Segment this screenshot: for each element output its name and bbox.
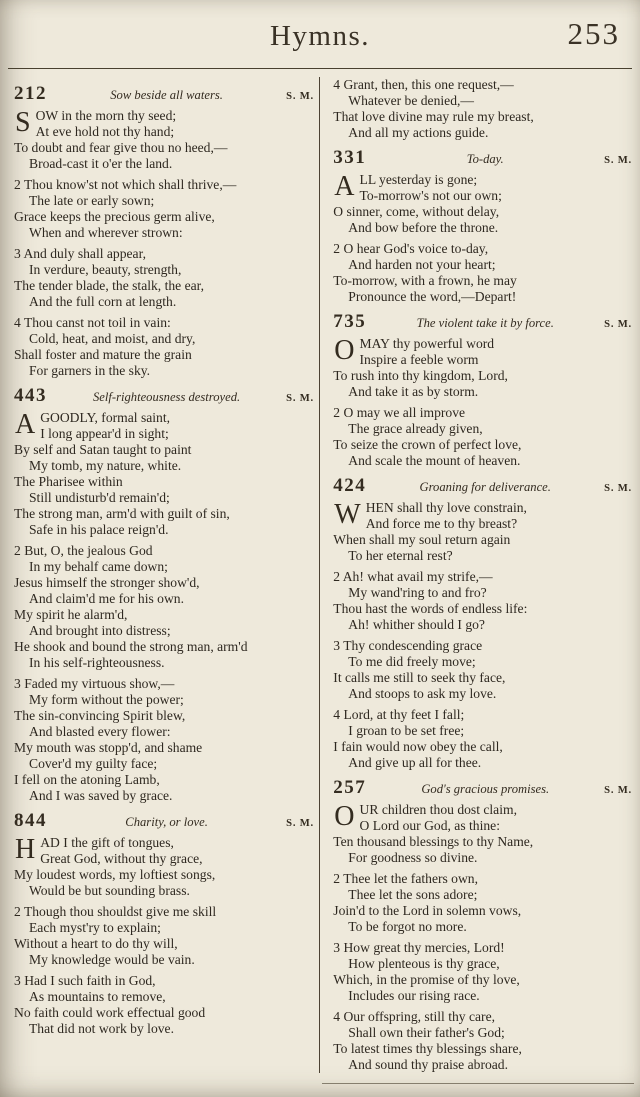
stanza [333,638,632,702]
verse-line: That did not work by love. [29,1021,174,1036]
hymn-title: Self-righteousness destroyed. [93,390,241,404]
verse-line: The Pharisee within [14,474,123,489]
verse-line: In my behalf came down; [29,559,168,574]
stanza [333,241,632,305]
verse-line: And scale the mount of heaven. [348,453,521,468]
left-column [14,77,314,1073]
verse-line: No faith could work effectual good [14,1005,206,1020]
verse-line: And force me to thy breast? [365,516,518,531]
verse-line: 2 O may we all improve [333,405,466,420]
right-column [320,77,632,1073]
stanza [14,676,314,804]
verse-line: Jesus himself the stronger show'd, [14,575,200,590]
hymn-title: Groaning for deliverance. [419,480,551,494]
verse-line: And all my actions guide. [348,125,489,140]
verse-line: To seize the crown of perfect love, [333,437,522,452]
verse-line: 2 Ah! what avail my strife,— [333,569,493,584]
verse-line: 2 O hear God's voice to-day, [333,241,489,256]
hymn-header [333,475,632,497]
hymn-meter: S. M. [604,319,632,330]
stanza [14,246,314,310]
verse-line: Ten thousand blessings to thy Name, [333,834,534,849]
stanza [14,177,314,241]
stanza [14,904,314,968]
stanza [14,973,314,1037]
verse-line: To her eternal rest? [348,548,453,563]
stanza [14,410,314,538]
verse-line: GOODLY, formal saint, [40,410,171,425]
stanza [333,569,632,633]
stanza [333,940,632,1004]
verse-line: Cover'd my guilty face; [29,756,158,771]
verse-line: The sin-convincing Spirit blew, [14,708,186,723]
stanza [333,871,632,935]
drop-cap-initial: A [15,409,36,440]
drop-cap-initial: O [334,801,355,832]
verse-line: 3 Had I such faith in God, [14,973,156,988]
columns-container [0,69,640,1073]
verse-line: Would be but sounding brass. [29,883,190,898]
verse-line: And sound thy praise abroad. [348,1057,508,1072]
stanza [333,500,632,564]
verse-line: My form without the power; [29,692,184,707]
hymn-header [333,777,632,799]
stanza [14,543,314,671]
verse-line: In his self-righteousness. [29,655,165,670]
hymn-header [333,311,632,333]
verse-line: And I was saved by grace. [29,788,173,803]
hymn-number: 424 [333,475,367,496]
verse-line: It calls me still to seek thy face, [333,670,506,685]
verse-line: 2 But, O, the jealous God [14,543,153,558]
verse-line: 3 How great thy mercies, Lord! [333,940,505,955]
verse-line: And bow before the throne. [348,220,499,235]
verse-line: My wand'ring to and fro? [348,585,487,600]
verse-line: The grace already given, [348,421,483,436]
verse-line: By self and Satan taught to paint [14,442,192,457]
verse-line: And brought into distress; [29,623,171,638]
verse-line: To-morrow's not our own; [359,188,502,203]
bottom-rule [322,1083,634,1084]
verse-line: My loudest words, my loftiest songs, [14,867,216,882]
verse-line: My mouth was stopp'd, and shame [14,740,203,755]
hymn-number: 257 [333,777,367,798]
hymn-number: 212 [14,83,47,104]
verse-line: 2 Thou know'st not which shall thrive,— [14,177,237,192]
stanza [333,802,632,866]
verse-line: To be forgot no more. [348,919,467,934]
stanza [333,707,632,771]
verse-line: 3 Thy condescending grace [333,638,483,653]
verse-line: Great God, without thy grace, [40,851,203,866]
verse-line: Still undisturb'd remain'd; [29,490,170,505]
verse-line: Whatever be denied,— [348,93,474,108]
verse-line: That love divine may rule my breast, [333,109,534,124]
verse-line: The strong man, arm'd with guilt of sin, [14,506,230,521]
verse-line: Shall foster and mature the grain [14,347,192,362]
verse-line: I fell on the atoning Lamb, [14,772,160,787]
hymn-meter: S. M. [286,818,314,829]
verse-line: And harden not your heart; [348,257,496,272]
hymn-number: 735 [333,311,367,332]
verse-line: My knowledge would be vain. [29,952,195,967]
verse-line: Ah! whither should I go? [348,617,485,632]
verse-line: The tender blade, the stalk, the ear, [14,278,205,293]
verse-line: Thou hast the words of endless life: [333,601,528,616]
stanza [333,405,632,469]
verse-line: At eve hold not thy hand; [35,124,175,139]
verse-line: And take it as by storm. [348,384,479,399]
verse-line: Join'd to the Lord in solemn vows, [333,903,522,918]
verse-line: 2 Though thou shouldst give me skill [14,904,217,919]
stanza [333,336,632,400]
verse-line: Safe in his palace reign'd. [29,522,169,537]
verse-line: And stoops to ask my love. [348,686,497,701]
continuation-stanza [333,77,632,141]
verse-line: For goodness so divine. [348,850,478,865]
verse-line: Includes our rising race. [348,988,480,1003]
verse-line: Without a heart to do thy will, [14,936,178,951]
verse-line: When shall my soul return again [333,532,511,547]
hymn-title: Sow beside all waters. [110,88,223,102]
stanza [333,1009,632,1073]
hymn-meter: S. M. [604,155,632,166]
verse-line: To-morrow, with a frown, he may [333,273,517,288]
page-header [0,0,640,68]
verse-line: HEN shall thy love constrain, [365,500,527,515]
verse-line: 4 Thou canst not toil in vain: [14,315,171,330]
stanza [333,172,632,236]
verse-line: My tomb, my nature, white. [29,458,182,473]
verse-line: To rush into thy kingdom, Lord, [333,368,508,383]
verse-line: For garners in the sky. [29,363,151,378]
stanza [14,835,314,899]
verse-line: 4 Grant, then, this one request,— [333,77,514,92]
verse-line: Pronounce the word,—Depart! [348,289,517,304]
verse-line: And claim'd me for his own. [29,591,184,606]
verse-line: 2 Thee let the fathers own, [333,871,478,886]
verse-line: And the full corn at length. [29,294,177,309]
verse-line: 4 Our offspring, still thy care, [333,1009,496,1024]
verse-line: 4 Lord, at thy feet I fall; [333,707,465,722]
hymn-title: The violent take it by force. [416,316,554,330]
drop-cap-initial: A [334,171,355,202]
verse-line: To me did freely move; [348,654,476,669]
verse-line: I fain would now obey the call, [333,739,503,754]
hymn-header [14,810,314,832]
hymn-title: God's gracious promises. [421,782,550,796]
verse-line: 3 And duly shall appear, [14,246,146,261]
verse-line: Grace keeps the precious germ alive, [14,209,215,224]
verse-line: The late or early sown; [29,193,155,208]
verse-line: To doubt and fear give thou no heed,— [14,140,228,155]
hymn-meter: S. M. [604,785,632,796]
hymn-number: 331 [333,147,367,168]
verse-line: As mountains to remove, [29,989,166,1004]
verse-line: Thee let the sons adore; [348,887,478,902]
verse-line: My spirit he alarm'd, [14,607,128,622]
verse-line: In verdure, beauty, strength, [29,262,182,277]
verse-line: Cold, heat, and moist, and dry, [29,331,196,346]
verse-line: Each myst'ry to explain; [29,920,161,935]
drop-cap-initial: H [15,834,36,865]
verse-line: O sinner, come, without delay, [333,204,500,219]
verse-line: He shook and bound the strong man, arm'd [14,639,248,654]
hymn-header [14,83,314,105]
hymn-meter: S. M. [286,393,314,404]
verse-line: AD I the gift of tongues, [40,835,174,850]
verse-line: OW in the morn thy seed; [35,108,177,123]
verse-line: O Lord our God, as thine: [359,818,500,833]
hymn-meter: S. M. [286,91,314,102]
verse-line: 3 Faded my virtuous show,— [14,676,175,691]
page-title: Hymns. [269,20,371,52]
verse-line: Which, in the promise of thy love, [333,972,520,987]
hymn-number: 844 [14,810,47,831]
drop-cap-initial: O [334,335,355,366]
verse-line: How plenteous is thy grace, [348,956,500,971]
page-number: 253 [567,16,620,51]
verse-line: Shall own their father's God; [348,1025,505,1040]
hymn-meter: S. M. [604,483,632,494]
verse-line: Inspire a feeble worm [359,352,479,367]
verse-line: I long appear'd in sight; [40,426,169,441]
hymn-title: To-day. [466,152,504,166]
hymn-header [14,385,314,407]
hymn-number: 443 [14,385,47,406]
verse-line: MAY thy powerful word [359,336,495,351]
stanza [14,315,314,379]
hymn-title: Charity, or love. [125,815,208,829]
verse-line: UR children thou dost claim, [359,802,517,817]
verse-line: To latest times thy blessings share, [333,1041,522,1056]
verse-line: And blasted every flower: [29,724,171,739]
drop-cap-initial: S [15,107,31,138]
verse-line: LL yesterday is gone; [359,172,478,187]
stanza [14,108,314,172]
verse-line: Broad-cast it o'er the land. [29,156,173,171]
drop-cap-initial: W [334,499,361,530]
hymn-header [333,147,632,169]
verse-line: When and wherever strown: [29,225,183,240]
verse-line: I groan to be set free; [348,723,465,738]
verse-line: And give up all for thee. [348,755,482,770]
